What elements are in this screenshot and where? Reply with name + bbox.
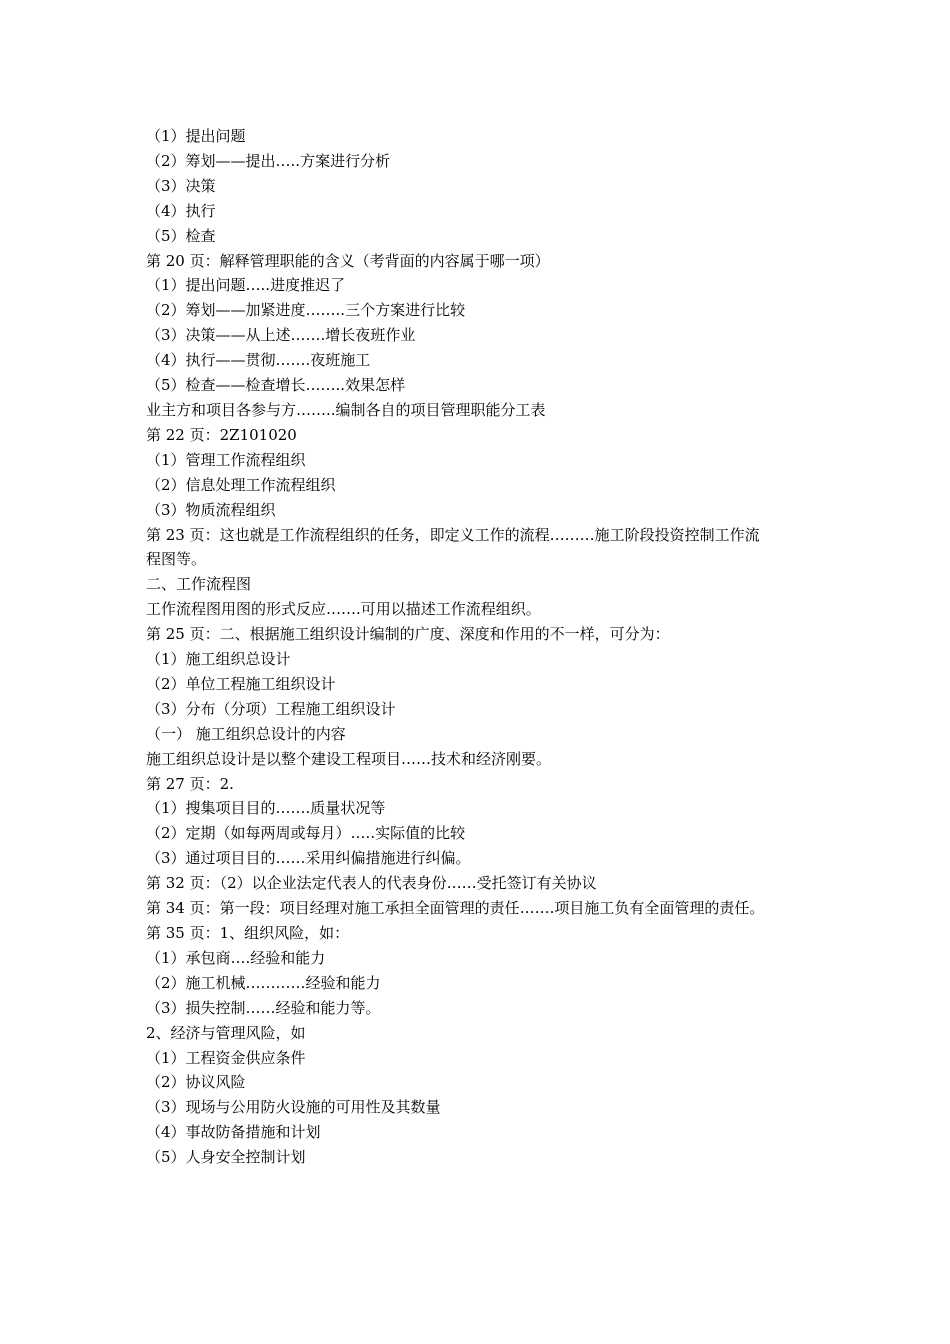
text-line: （2）筹划——提出…..方案进行分析 bbox=[146, 151, 391, 170]
text-line: （5）检查——检查增长……..效果怎样 bbox=[146, 376, 406, 395]
text-line: （2）定期（如每两周或每月）…..实际值的比较 bbox=[146, 824, 466, 843]
text-line: （1）提出问题…..进度推迟了 bbox=[146, 276, 346, 295]
section-heading: （一） 施工组织总设计的内容 bbox=[146, 724, 346, 743]
text-line: （5）检查 bbox=[146, 226, 216, 245]
text-line: （3）决策——从上述…….增长夜班作业 bbox=[146, 326, 416, 345]
text-line: 施工组织总设计是以整个建设工程项目……技术和经济刚要。 bbox=[146, 749, 552, 768]
text-line: （3）损失控制……经验和能力等。 bbox=[146, 998, 381, 1017]
section-heading: 二、工作流程图 bbox=[146, 575, 252, 594]
text-line: 工作流程图用图的形式反应…….可用以描述工作流程组织。 bbox=[146, 600, 541, 619]
text-line: （2）筹划——加紧进度……..三个方案进行比较 bbox=[146, 301, 466, 320]
page-25-heading: 第 25 页：二、根据施工组织设计编制的广度、深度和作用的不一样，可分为： bbox=[146, 625, 670, 644]
text-line: （2）信息处理工作流程组织 bbox=[146, 475, 336, 494]
text-line: （4）执行 bbox=[146, 201, 216, 220]
text-line: （4）执行——贯彻…….夜班施工 bbox=[146, 351, 371, 370]
text-line: （4）事故防备措施和计划 bbox=[146, 1123, 321, 1142]
text-line: （1）承包商….经验和能力 bbox=[146, 948, 326, 967]
text-line: （5）人身安全控制计划 bbox=[146, 1148, 306, 1167]
text-line: （2）协议风险 bbox=[146, 1073, 246, 1092]
text-line: （3）现场与公用防火设施的可用性及其数量 bbox=[146, 1098, 441, 1117]
page-27-heading: 第 27 页：2. bbox=[146, 774, 234, 793]
text-line: （1）施工组织总设计 bbox=[146, 650, 291, 669]
document-body bbox=[146, 124, 810, 1170]
page-22-heading: 第 22 页：2Z101020 bbox=[146, 425, 297, 444]
text-line: （1）管理工作流程组织 bbox=[146, 450, 306, 469]
text-line: （3）通过项目目的……采用纠偏措施进行纠偏。 bbox=[146, 849, 471, 868]
text-line: （3）决策 bbox=[146, 176, 216, 195]
text-line: （1）提出问题 bbox=[146, 127, 246, 145]
text-line: 程图等。 bbox=[146, 550, 207, 569]
text-line: （1）工程资金供应条件 bbox=[146, 1048, 306, 1067]
page-35-heading: 第 35 页：1、组织风险，如： bbox=[146, 924, 350, 942]
page-34-heading: 第 34 页：第一段：项目经理对施工承担全面管理的责任…….项目施工负有全面管理的责任。 bbox=[146, 899, 765, 918]
text-line: （2）单位工程施工组织设计 bbox=[146, 674, 336, 693]
text-line: （2）施工机械…………经验和能力 bbox=[146, 973, 381, 992]
text-line: （1）搜集项目目的…….质量状况等 bbox=[146, 799, 386, 818]
text-line: （3）分布（分项）工程施工组织设计 bbox=[146, 699, 396, 718]
text-line: 业主方和项目各参与方……..编制各自的项目管理职能分工表 bbox=[146, 400, 546, 419]
page-20-heading: 第 20 页：解释管理职能的含义（考背面的内容属于哪一项） bbox=[146, 251, 550, 270]
page-32-heading: 第 32 页：（2）以企业法定代表人的代表身份……受托签订有关协议 bbox=[146, 874, 597, 893]
section-heading: 2、经济与管理风险，如 bbox=[146, 1023, 306, 1042]
text-line: （3）物质流程组织 bbox=[146, 500, 276, 519]
page-23-heading: 第 23 页：这也就是工作流程组织的任务，即定义工作的流程………施工阶段投资控制工作流 bbox=[146, 525, 760, 544]
